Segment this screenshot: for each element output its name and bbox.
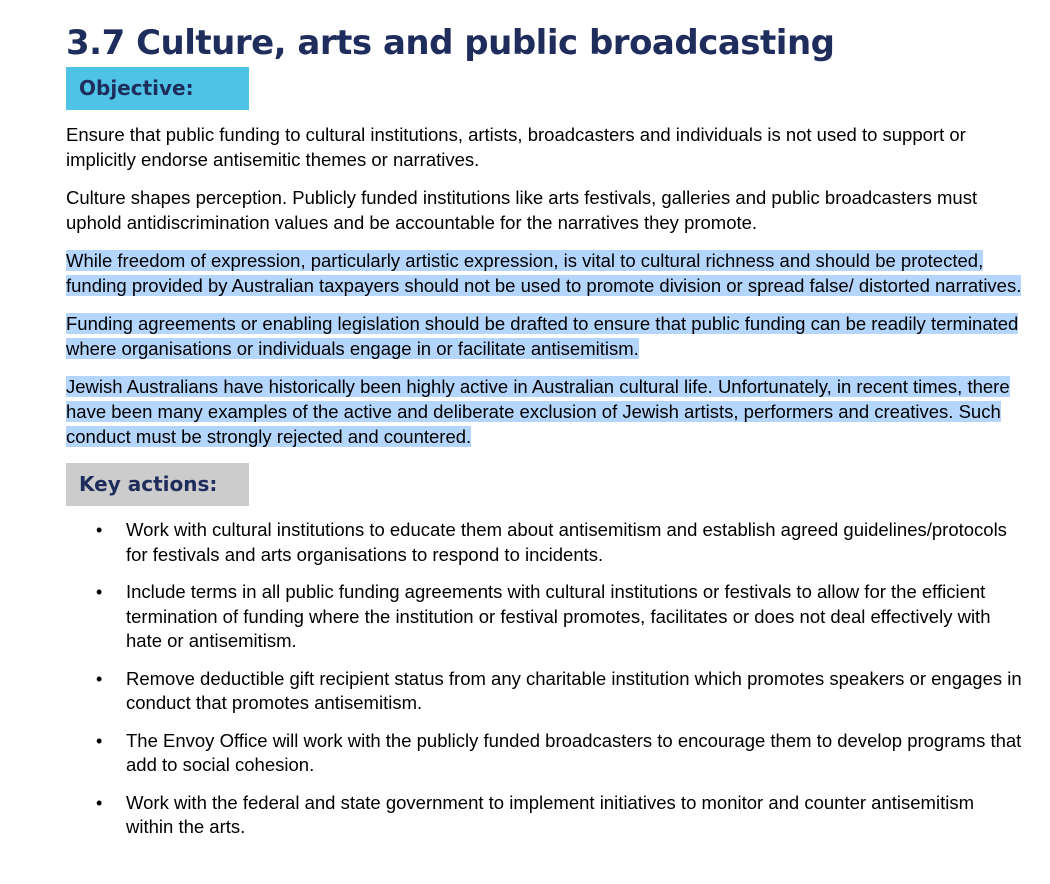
key-actions-label: Key actions: [66, 463, 249, 506]
key-action-text[interactable]: Remove deductible gift recipient status from any charitable institution which promotes speakers or engages in conduct that promotes antisemitism. [126, 667, 1022, 713]
key-action-text[interactable]: The Envoy Office will work with the publicly funded broadcasters to encourage them to develop programs that add to social cohesion. [126, 729, 1022, 775]
key-actions-list [66, 518, 1026, 840]
key-action-item[interactable] [66, 791, 1026, 840]
key-action-text[interactable]: Work with the federal and state government to implement initiatives to monitor and counter antisemitism within the arts. [126, 791, 974, 837]
key-action-text[interactable]: Work with cultural institutions to educate them about antisemitism and establish agreed guidelines/protocols for festivals and arts organisations to respond to incidents. [126, 519, 1007, 565]
selected-paragraph[interactable] [66, 374, 1026, 449]
key-action-text[interactable]: Include terms in all public funding agreements with cultural institutions or festivals to allow for the efficient termination of funding where the institution or festival promotes, facilitates or does not deal effectively with hate or antisemitism. [126, 581, 991, 651]
objective-paragraph[interactable]: Ensure that public funding to cultural institutions, artists, broadcasters and individuals is not used to support or implicitly endorse antisemitic themes or narratives. [66, 124, 966, 170]
text-selection-highlight[interactable]: Funding agreements or enabling legislation should be drafted to ensure that public funding can be readily terminated where organisations or individuals engage in or facilitate antisemitism. [66, 313, 1019, 359]
key-action-item[interactable] [66, 518, 1026, 567]
key-action-item[interactable] [66, 667, 1026, 716]
text-selection-highlight[interactable]: Jewish Australians have historically been highly active in Australian cultural life. Unfortunately, in recent times, there have been many examples of the active and deliberate exclusion of Jewish artists, performers and creatives. Such conduct must be strongly rejected and countered. [66, 376, 1010, 447]
objective-label: Objective: [66, 67, 249, 110]
bullet-icon: • [96, 582, 103, 602]
key-action-item[interactable] [66, 729, 1026, 778]
text-selection-highlight[interactable]: While freedom of expression, particularly artistic expression, is vital to cultural richness and should be protected, funding provided by Australian taxpayers should not be used to promote division or spread false/ distorted narratives. [66, 250, 1022, 296]
section-title: 3.7 Culture, arts and public broadcasting [66, 23, 835, 63]
bullet-icon: • [96, 730, 103, 751]
body-paragraph[interactable]: Culture shapes perception. Publicly funded institutions like arts festivals, galleries and public broadcasters must uphold antidiscrimination values and be accountable for the narratives they promote. [66, 187, 978, 233]
bullet-icon: • [96, 792, 103, 813]
selected-paragraph[interactable] [66, 311, 1026, 361]
bullet-icon: • [96, 520, 103, 540]
document-page [66, 0, 1026, 840]
key-action-item[interactable] [66, 580, 1026, 654]
selected-paragraph[interactable] [66, 248, 1026, 298]
bullet-icon: • [96, 668, 103, 689]
